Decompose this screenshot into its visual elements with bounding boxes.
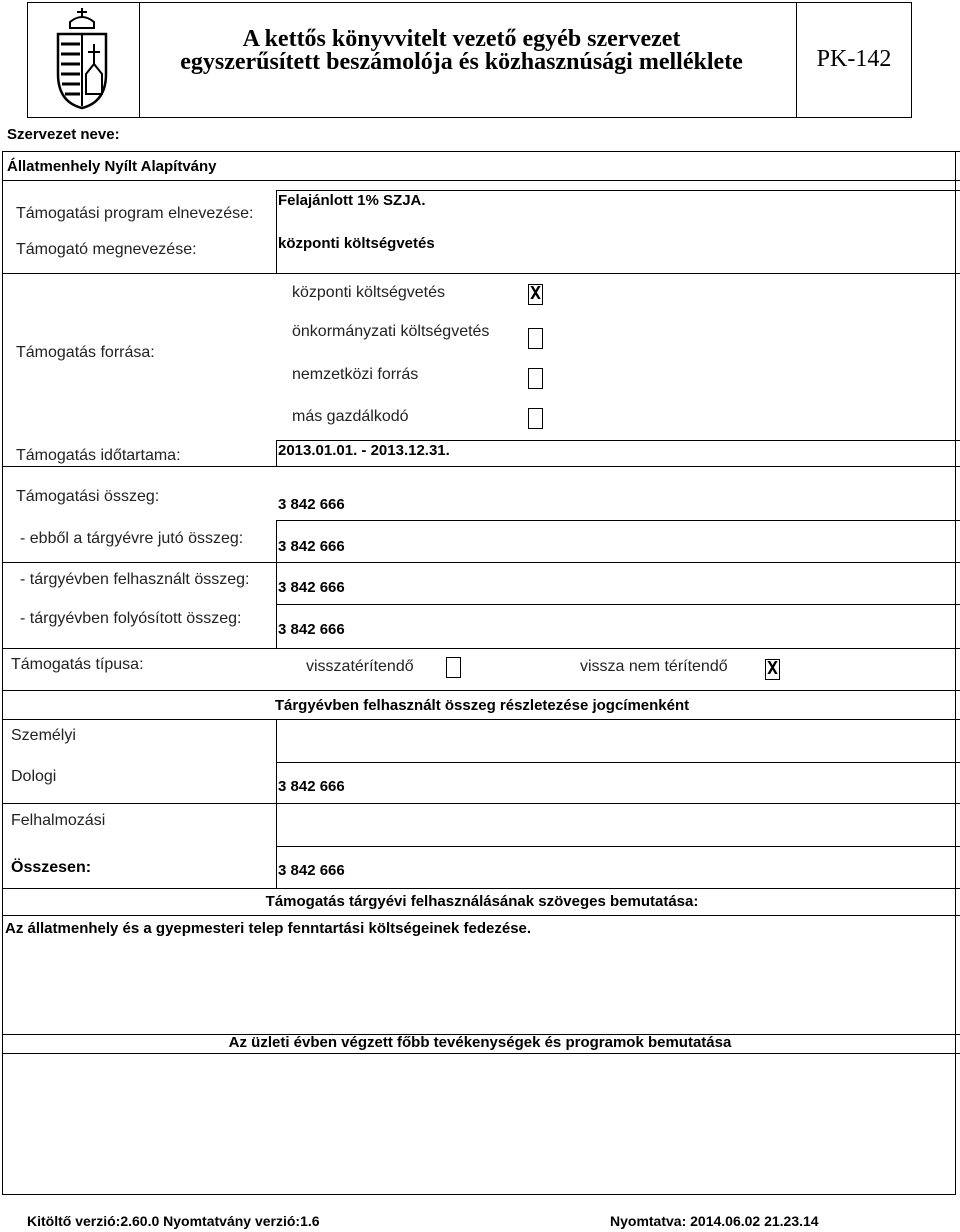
amount-value: 3 842 666: [278, 496, 345, 513]
source-label: Támogatás forrása:: [16, 344, 155, 361]
material-label: Dologi: [11, 768, 57, 785]
usage-heading: Támogatás tárgyévi felhasználásának szöveges bemutatása:: [265, 893, 699, 910]
used-amount-value: 3 842 666: [278, 579, 345, 596]
source-municipal-checkbox[interactable]: [528, 328, 543, 349]
program-value: Felajánlott 1% SZJA.: [278, 192, 426, 209]
footer-version: Kitöltő verzió:2.60.0 Nyomtatvány verzió:1.6: [27, 1213, 320, 1229]
usage-text: Az állatmenhely és a gyepmesteri telep fenntartási költségeinek fedezése.: [5, 920, 532, 937]
supporter-value: központi költségvetés: [278, 235, 435, 252]
footer-printed: Nyomtatva: 2014.06.02 21.23.14: [610, 1213, 819, 1229]
year-amount-label: - ebből a tárgyévre jutó összeg:: [20, 530, 244, 547]
program-label: Támogatási program elnevezése:: [16, 205, 254, 222]
capital-label: Felhalmozási: [11, 812, 106, 829]
total-value: 3 842 666: [278, 862, 345, 879]
year-amount-value: 3 842 666: [278, 538, 345, 555]
type-nonrefundable-label: vissza nem térítendő: [580, 658, 728, 675]
source-central-label: központi költségvetés: [292, 284, 445, 301]
type-nonrefundable-checkbox[interactable]: X: [765, 659, 780, 680]
breakdown-heading: Tárgyévben felhasznált összeg részletezése jogcímenként: [274, 697, 690, 714]
paid-amount-value: 3 842 666: [278, 621, 345, 638]
org-name-label: Szervezet neve:: [7, 126, 120, 143]
material-value: 3 842 666: [278, 778, 345, 795]
amount-label: Támogatási összeg:: [16, 488, 160, 505]
source-international-label: nemzetközi forrás: [292, 366, 419, 383]
type-refundable-label: visszatérítendő: [306, 658, 414, 675]
total-label: Összesen:: [11, 859, 92, 876]
source-other-company-checkbox[interactable]: [528, 408, 543, 429]
type-refundable-checkbox[interactable]: [446, 657, 461, 678]
duration-label: Támogatás időtartama:: [16, 447, 181, 464]
coat-of-arms-icon: [50, 4, 114, 110]
paid-amount-label: - tárgyévben folyósított összeg:: [20, 610, 242, 627]
used-amount-label: - tárgyévben felhasznált összeg:: [20, 571, 250, 588]
source-international-checkbox[interactable]: [528, 368, 543, 389]
form-code: PK-142: [816, 46, 892, 72]
support-type-label: Támogatás típusa:: [11, 656, 144, 673]
header-title-line2: egyszerűsített beszámolója és közhasznúsági melléklete: [180, 49, 743, 75]
org-name-value: Állatmenhely Nyílt Alapítvány: [7, 158, 217, 175]
personal-label: Személyi: [11, 727, 76, 744]
supporter-label: Támogató megnevezése:: [16, 241, 197, 258]
activities-heading: Az üzleti évben végzett főbb tevékenységek és programok bemutatása: [228, 1034, 732, 1051]
source-municipal-label: önkormányzati költségvetés: [292, 323, 490, 340]
header-title-line1: A kettős könyvvitelt vezető egyéb szervezet: [242, 26, 681, 52]
source-central-checkbox[interactable]: X: [528, 284, 543, 305]
source-other-company-label: más gazdálkodó: [292, 408, 409, 425]
duration-value: 2013.01.01. - 2013.12.31.: [278, 442, 450, 459]
